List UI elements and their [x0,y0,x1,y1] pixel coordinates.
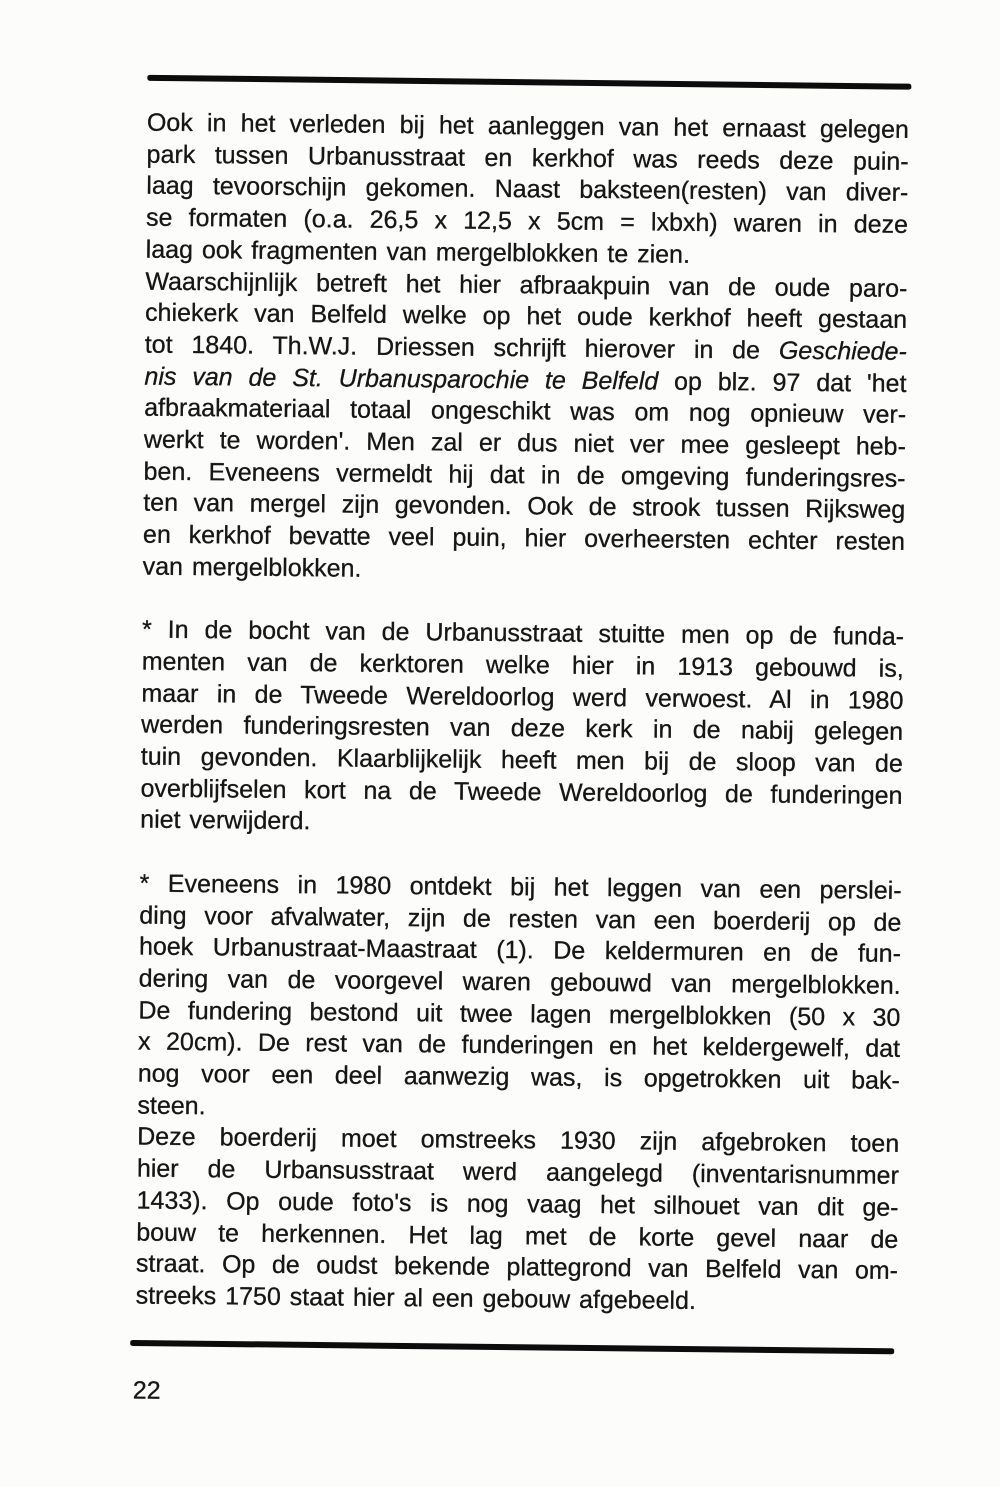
text-segment: chiekerk van Belfeld welke op het oude kerkhof heeft gestaan [144,298,908,335]
para-puinlaag [146,108,909,274]
text-segment: nog voor een deel aanwezig was, is opgetrokken uit bak- [137,1059,900,1095]
text-segment: niet verwijderd. [140,806,311,836]
para-afbraak-1930 [136,1122,900,1320]
italic-citation-text: nis van de St. Urbanusparochie te Belfeld [144,362,659,396]
text-segment: steen. [137,1091,206,1120]
text-segment: laag tevoorschijn gekomen. Naast baksteen(resten) van diver- [146,171,909,208]
text-segment: afbraakmateriaal totaal ongeschikt was om nog opnieuw ver- [144,393,907,430]
text-segment: werden funderingsresten van deze kerk in de nabij gelegen [141,710,904,747]
text-segment: straat. Op de oudst bekende plattegrond van Belfeld van om- [135,1249,899,1286]
text-segment: dering van de voorgevel waren gebouwd van mergelblokken. [138,964,901,1000]
para-parochiekerk [143,266,908,590]
text-segment: maar in de Tweede Wereldoorlog werd verwoest. Al in 1980 [141,679,904,715]
italic-citation-text: Geschiede- [778,336,907,366]
text-segment: ten van mergel zijn gevonden. Ook de strook tussen Rijksweg [143,489,906,525]
text-segment: se formaten (o.a. 26,5 x 12,5 x 5cm = lxbxh) waren in deze [145,203,909,240]
para-kerktoren [140,615,904,844]
text-segment: overblijfselen kort na de Tweede Wereldoorlog de funderingen [140,774,903,810]
text-segment: park tussen Urbanusstraat en kerkhof was reeds deze puin- [146,140,909,176]
text-segment: tot 1840. Th.W.J. Driessen schrijft hierover in de [144,330,780,365]
text-segment: laag ook fragmenten van mergelblokken te zien. [145,235,691,269]
text-segment: Ook in het verleden bij het aanleggen van het ernaast gelegen [146,108,910,144]
text-segment: 1433). Op oude foto's is nog vaag het silhouet van dit ge- [136,1186,899,1222]
text-segment: x 20cm). De rest van de funderingen en het keldergewelf, dat [137,1027,901,1064]
text-segment: hier de Urbansusstraat werd aangelegd (inventarisnummer [136,1154,900,1191]
text-segment: ben. Eveneens vermeldt hij dat in de omgeving funderingsres- [143,457,906,493]
para-boerderij [137,868,901,1129]
text-segment: Deze boerderij moet omstreeks 1930 zijn afgebroken toen [137,1123,900,1159]
text-segment: tuin gevonden. Klaarblijkelijk heeft men bij de sloop van de [140,742,903,778]
text-segment: van mergelblokken. [142,552,362,583]
page-number: 22 [132,1376,161,1405]
top-rule-divider [147,75,911,90]
text-segment: * In de bocht van de Urbanusstraat stuitte men op de funda- [141,615,905,652]
body-text [136,108,910,1320]
text-line [140,805,902,844]
text-segment: en kerkhof bevatte veel puin, hier overheersten echter resten [142,520,906,557]
text-segment: streeks 1750 staat hier al een gebouw afgebeeld. [135,1281,697,1315]
text-segment: ding voor afvalwater, zijn de resten van een boerderij op de [139,901,902,937]
text-segment: op blz. 97 dat 'het [658,367,907,398]
text-segment: De fundering bestond uit twee lagen mergelblokken (50 x 30 [138,996,901,1032]
text-segment: werkt te worden'. Men zal er dus niet ver mee gesleept heb- [143,425,907,461]
bottom-rule-divider [130,1340,894,1354]
text-segment: menten van de kerktoren welke hier in 1913 gebouwd is, [141,647,904,683]
text-segment: Waarschijnlijk betreft het hier afbraakpuin van de oude paro- [145,267,908,303]
text-segment: bouw te herkennen. Het lag met de korte gevel naar de [136,1218,899,1254]
text-segment: * Eveneens in 1980 ontdekt bij het leggen van een perslei- [139,869,902,905]
text-segment: hoek Urbanustraat-Maastraat (1). De keldermuren en de fun- [138,932,902,969]
